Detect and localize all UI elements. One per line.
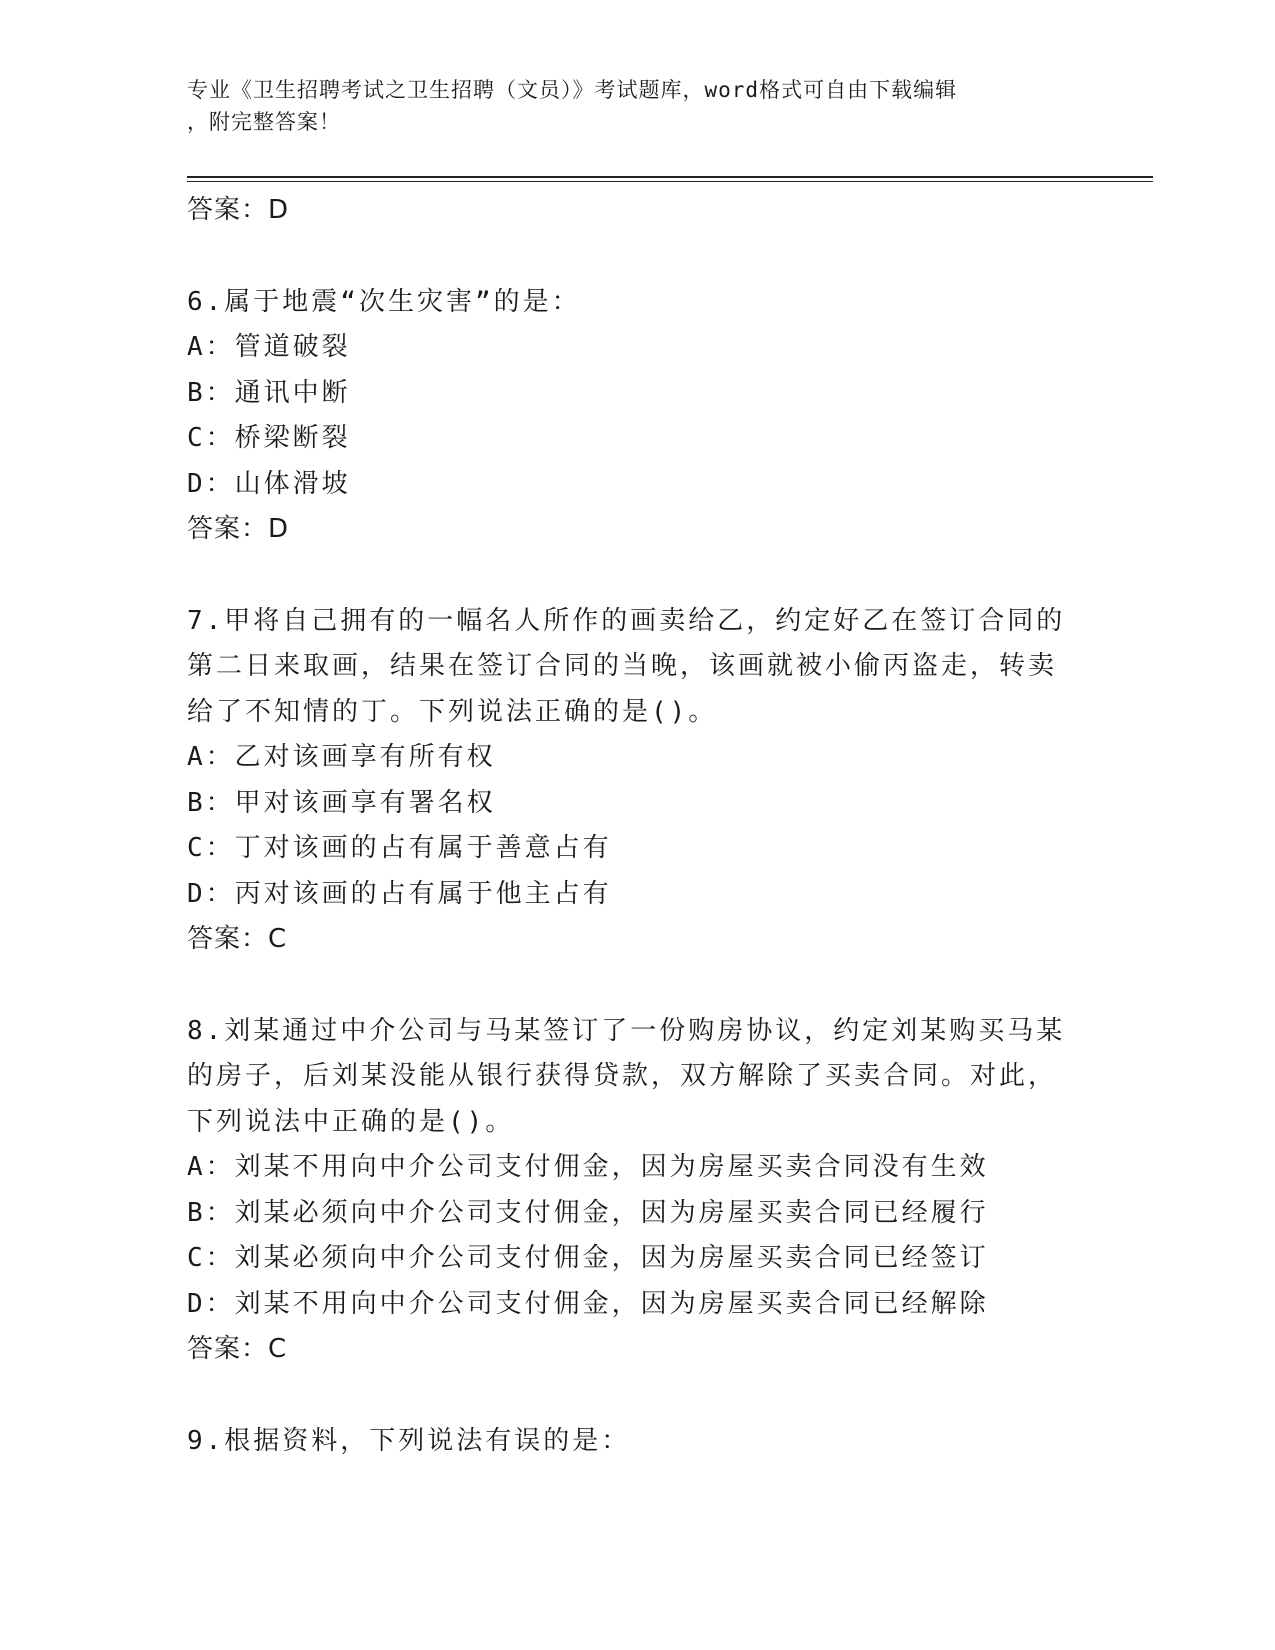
question-7	[187, 599, 1087, 963]
option-d: D：刘某不用向中介公司支付佣金，因为房屋买卖合同已经解除	[187, 1288, 989, 1319]
option-b: B：刘某必须向中介公司支付佣金，因为房屋买卖合同已经履行	[187, 1197, 989, 1228]
spacer	[187, 963, 1087, 1009]
document-header	[187, 74, 1067, 138]
answer-line: 答案：D	[187, 195, 290, 225]
question-stem: 下列说法中正确的是()。	[187, 1106, 515, 1137]
header-divider-thick	[187, 176, 1153, 178]
header-divider-thin	[187, 181, 1153, 182]
option-a: A：乙对该画享有所有权	[187, 742, 496, 772]
question-stem: 8.刘某通过中介公司与马某签订了一份购房协议，约定刘某购买马某	[187, 1015, 1066, 1046]
option-c: C：刘某必须向中介公司支付佣金，因为房屋买卖合同已经签订	[187, 1243, 989, 1273]
spacer	[187, 1373, 1087, 1419]
option-b: B：甲对该画享有署名权	[187, 787, 496, 818]
option-b: B：通讯中断	[187, 377, 351, 408]
question-stem: 给了不知情的丁。下列说法正确的是()。	[187, 696, 718, 727]
option-d: D：丙对该画的占有属于他主占有	[187, 878, 612, 909]
question-stem: 7.甲将自己拥有的一幅名人所作的画卖给乙，约定好乙在签订合同的	[187, 605, 1066, 636]
spacer	[187, 553, 1087, 599]
option-a: A：刘某不用向中介公司支付佣金，因为房屋买卖合同没有生效	[187, 1152, 989, 1182]
question-stem: 9.根据资料，下列说法有误的是：	[187, 1425, 631, 1456]
question-stem: 6.属于地震“次生灾害”的是：	[187, 286, 581, 317]
option-c: C：桥梁断裂	[187, 423, 351, 453]
answer-line: 答案：C	[187, 1334, 288, 1364]
header-line-2: ，附完整答案！	[187, 110, 341, 134]
option-a: A：管道破裂	[187, 332, 351, 362]
question-stem: 的房子，后刘某没能从银行获得贷款，双方解除了买卖合同。对此，	[187, 1061, 1058, 1091]
spacer	[187, 234, 1087, 280]
question-stem: 第二日来取画，结果在签订合同的当晚，该画就被小偷丙盗走，转卖	[187, 651, 1058, 681]
question-8	[187, 1009, 1087, 1373]
header-line-1: 专业《卫生招聘考试之卫生招聘（文员）》考试题库，word格式可自由下载编辑	[187, 78, 958, 102]
question-9	[187, 1419, 1087, 1465]
question-list	[187, 188, 1087, 1464]
answer-line: 答案：C	[187, 924, 288, 954]
answer-line: 答案：D	[187, 514, 290, 544]
option-c: C：丁对该画的占有属于善意占有	[187, 833, 612, 863]
question-6	[187, 280, 1087, 553]
option-d: D：山体滑坡	[187, 468, 351, 499]
